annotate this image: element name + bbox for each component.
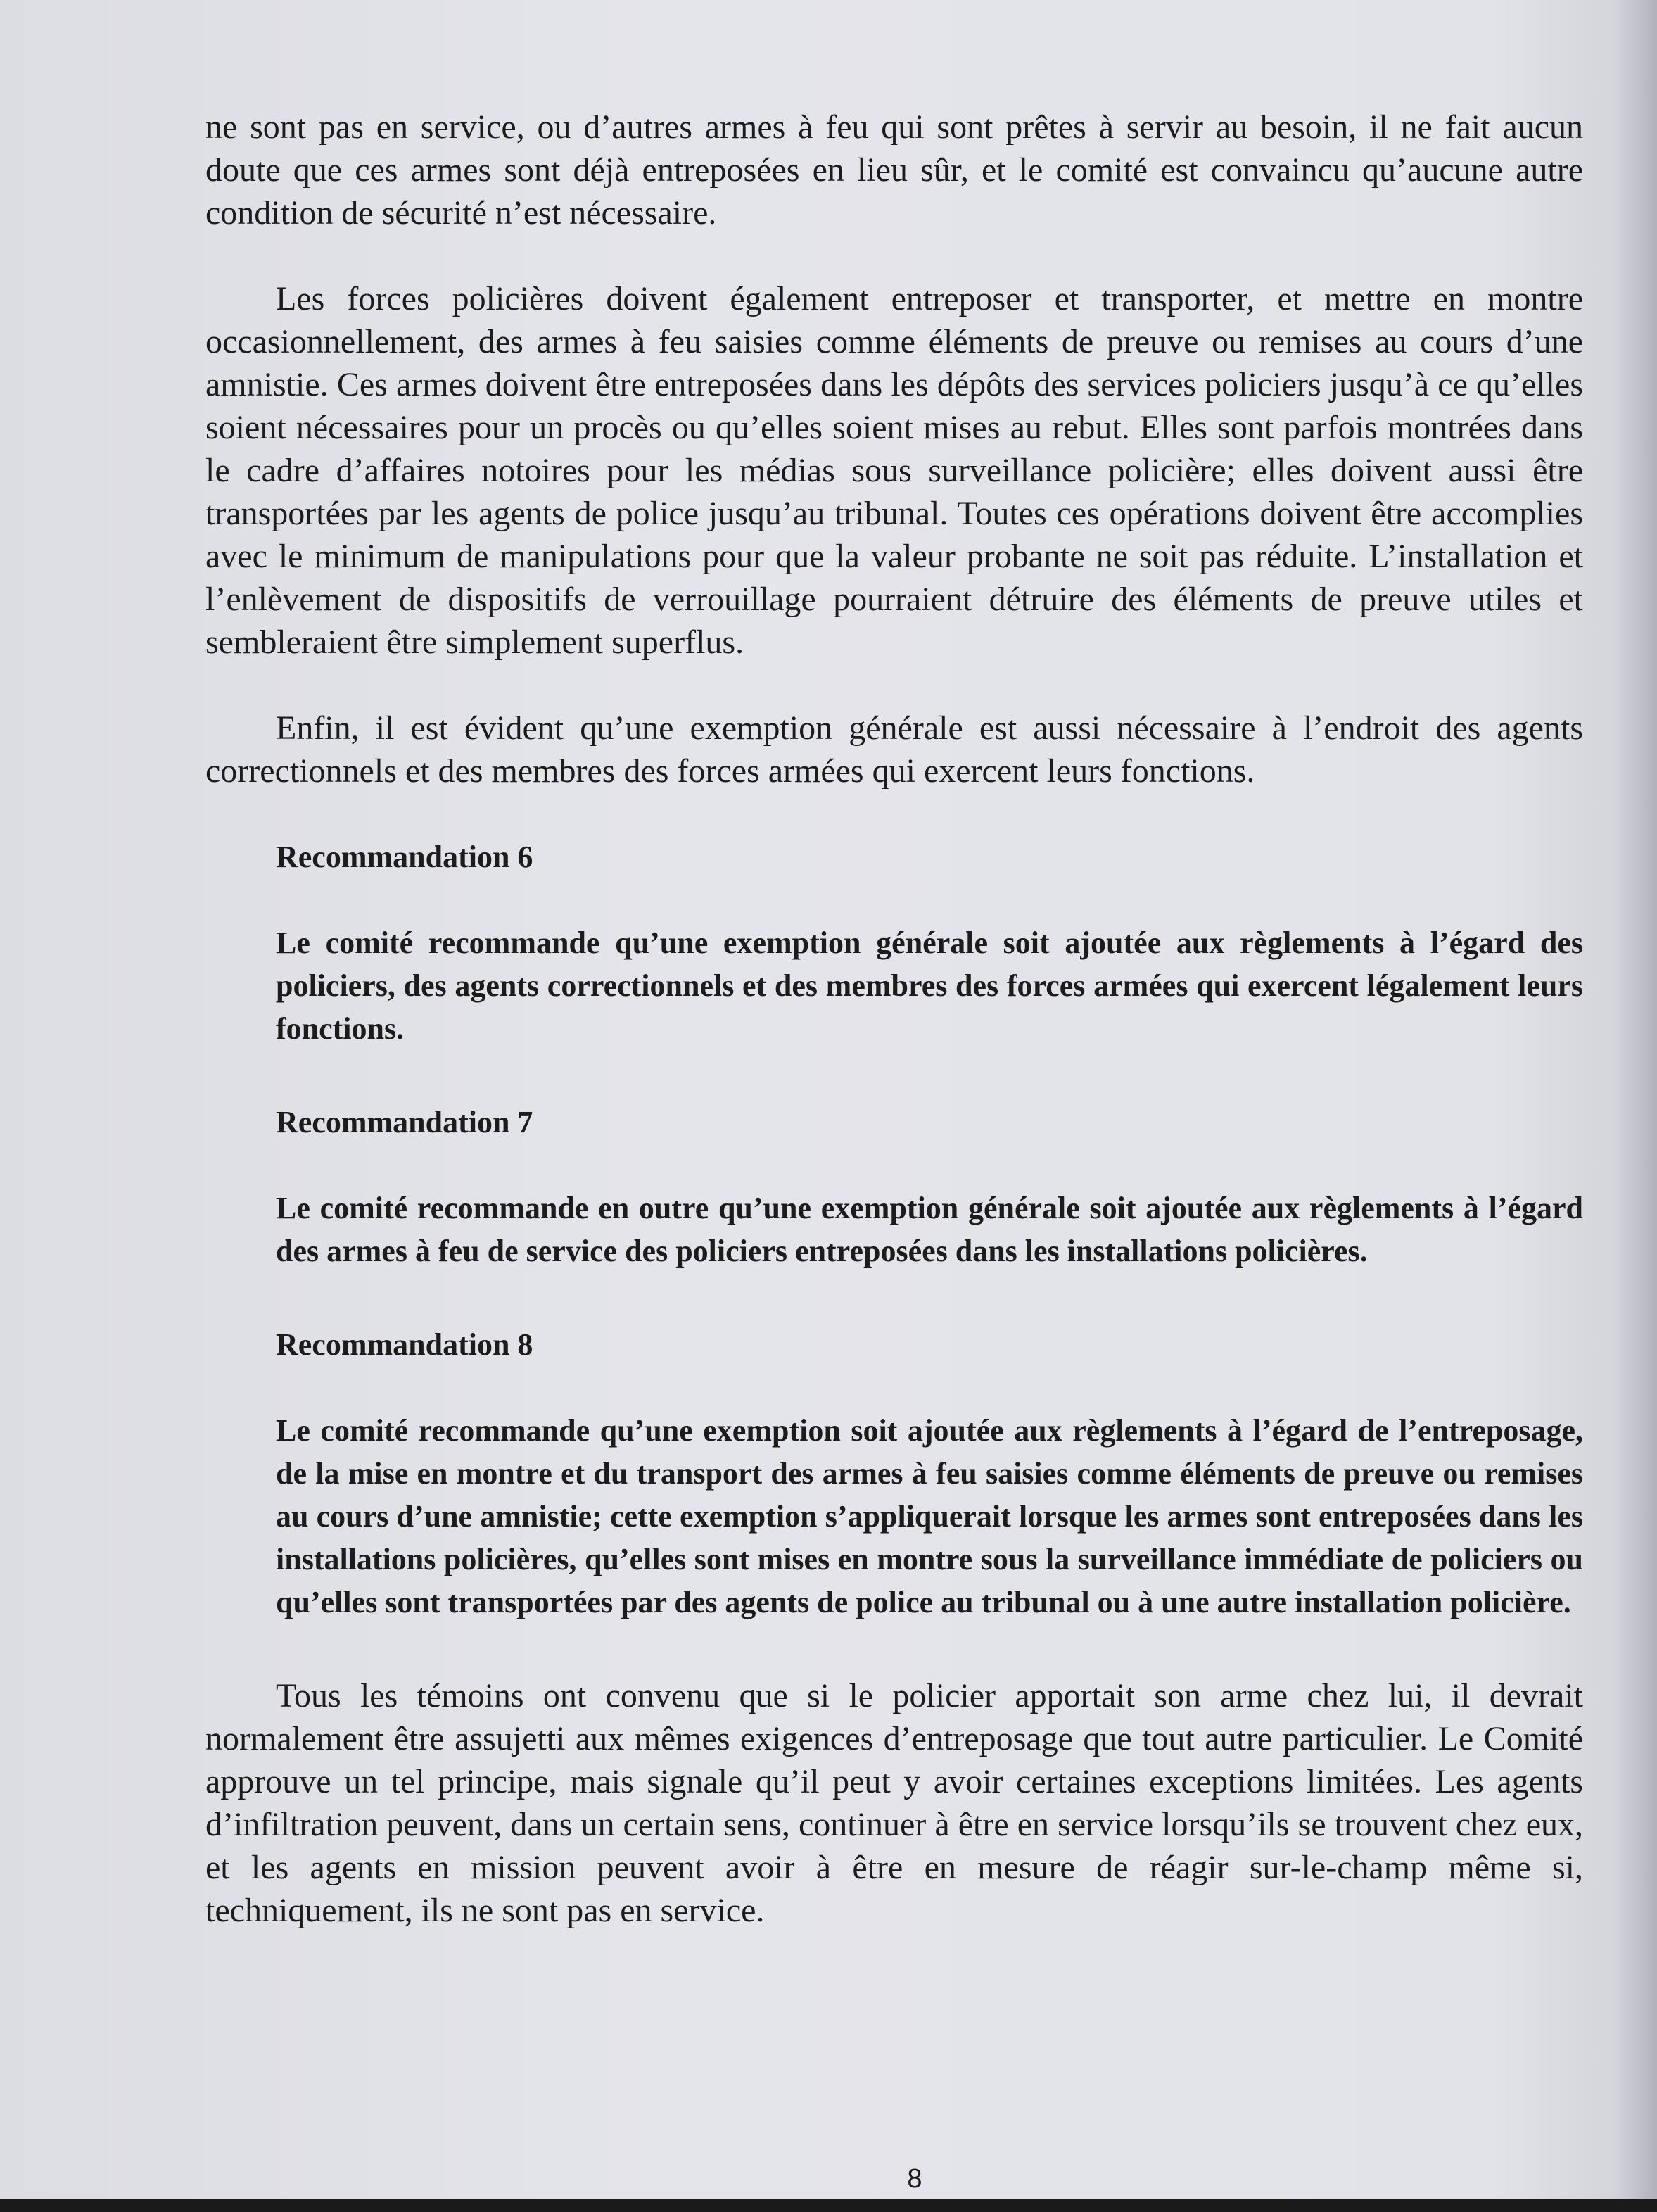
paragraph-3: Enfin, il est évident qu’une exemption générale est aussi nécessaire à l’endroit des agents correctionnels et des membres des forces armées qui exercent leurs fonctions. <box>205 709 1583 790</box>
paragraph-1: ne sont pas en service, ou d’autres armes à feu qui sont prêtes à servir au besoin, il ne fait aucun doute que ces armes sont déjà entreposées en lieu sûr, et le comité est convaincu qu’aucune autre condition de sécurité n’est nécessaire. <box>205 108 1583 232</box>
recommendation-6-text: Le comité recommande qu’une exemption générale soit ajoutée aux règlements à l’égard des policiers, des agents correctionnels et des membres des forces armées qui exercent légalement leurs fonctions. <box>276 925 1583 1046</box>
recommendation-6-heading: Recommandation 6 <box>276 840 533 874</box>
recommendation-7-heading: Recommandation 7 <box>276 1105 533 1139</box>
paragraph-4: Tous les témoins ont convenu que si le policier apportait son arme chez lui, il devrait normalement être assujetti aux mêmes exigences d’entreposage que tout autre particulier. Le Comité approuve un tel principe, mais signale qu’il peut y avoir certaines exceptions limitées. Les agents d’infiltration peuvent, dans un certain sens, continuer à être en service lorsqu’ils se trouvent chez eux, et les agents en mission peuvent avoir à être en mesure de réagir sur-le-champ même si, techniquement, ils ne sont pas en service. <box>205 1677 1583 1929</box>
page-body <box>205 106 1583 1975</box>
recommendation-7-text: Le comité recommande en outre qu’une exemption générale soit ajoutée aux règlements à l’égard des armes à feu de service des policiers entreposées dans les installations policières. <box>276 1191 1583 1268</box>
recommendation-8-heading: Recommandation 8 <box>276 1327 533 1362</box>
page-number: 8 <box>907 2164 922 2194</box>
recommendation-8-text: Le comité recommande qu’une exemption soit ajoutée aux règlements à l’égard de l’entreposage, de la mise en montre et du transport des armes à feu saisies comme éléments de preuve ou remises au cours d’une amnistie; cette exemption s’appliquerait lorsque les armes sont entreposées dans les installations policières, qu’elles sont mises en montre sous la surveillance immédiate de policiers ou qu’elles sont transportées par des agents de police au tribunal ou à une autre installation policière. <box>276 1413 1583 1619</box>
paragraph-2: Les forces policières doivent également entreposer et transporter, et mettre en montre occasionnellement, des armes à feu saisies comme éléments de preuve ou remises au cours d’une amnistie. Ces armes doivent être entreposées dans les dépôts des services policiers jusqu’à ce qu’elles soient nécessaires pour un procès ou qu’elles soient mises au rebut. Elles sont parfois montrées dans le cadre d’affaires notoires pour les médias sous surveillance policière; elles doivent aussi être transportées par les agents de police jusqu’au tribunal. Toutes ces opérations doivent être accomplies avec le minimum de manipulations pour que la valeur probante ne soit pas réduite. L’installation et l’enlèvement de dispositifs de verrouillage pourraient détruire des éléments de preuve utiles et sembleraient être simplement superflus. <box>205 280 1583 661</box>
